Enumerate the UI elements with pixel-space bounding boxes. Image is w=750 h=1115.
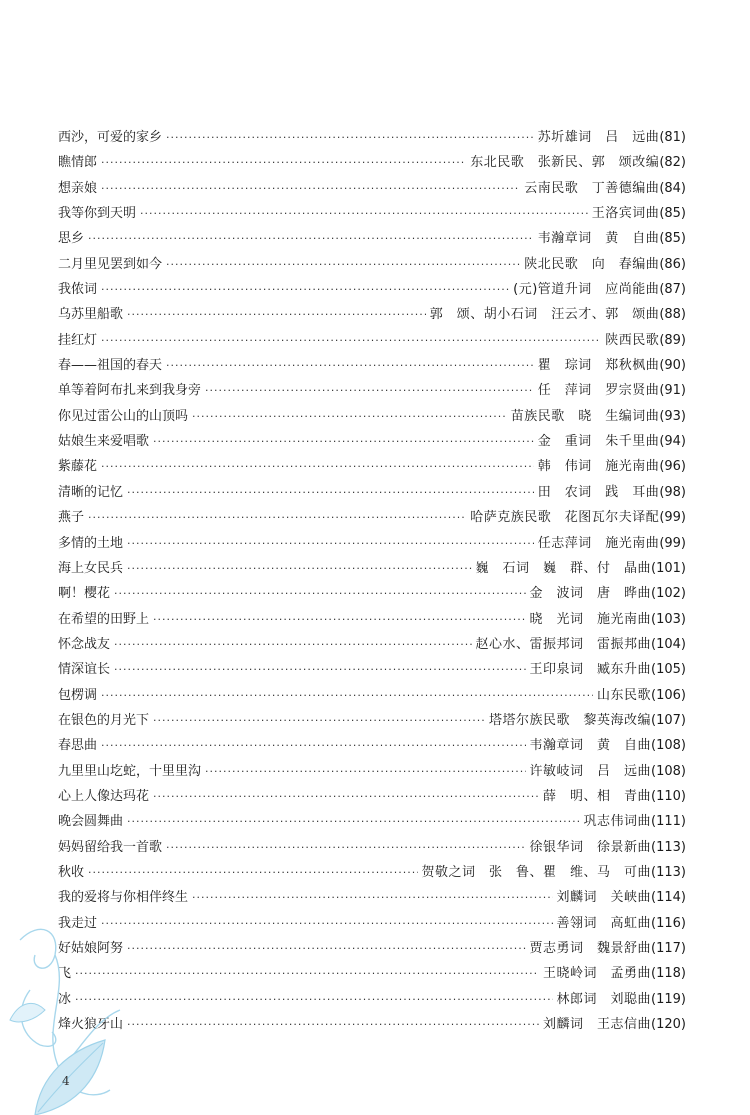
toc-entry-credit: 韦瀚章词 黄 自曲 [529, 738, 652, 754]
toc-dot-leader [166, 353, 534, 378]
toc-entry-credit: 赵心水、雷振邦词 雷振邦曲 [475, 636, 652, 652]
toc-entry-title: 我等你到天明 [58, 206, 137, 222]
toc-dot-leader [127, 556, 472, 581]
toc-entry-credit: 王印泉词 臧东升曲 [529, 662, 652, 678]
toc-entry-page: (84) [659, 180, 686, 196]
toc-entry-credit: 巍 石词 巍 群、付 晶曲 [475, 560, 652, 576]
page-number: 4 [62, 1074, 70, 1088]
toc-entry-page: (110) [651, 788, 686, 804]
toc-entry-title: 九里里山圪蛇，十里里沟 [58, 763, 202, 779]
toc-entry[interactable] [58, 404, 686, 429]
toc-entry-credit: 晓 光词 施光南曲 [529, 611, 652, 627]
toc-dot-leader [127, 1012, 539, 1037]
toc-entry-title: 包楞调 [58, 687, 98, 703]
toc-entry-page: (96) [659, 459, 686, 475]
toc-dot-leader [153, 429, 534, 454]
toc-entry-credit: 巩志伟词曲 [583, 814, 652, 830]
toc-dot-leader [101, 176, 520, 201]
toc-dot-leader [88, 505, 466, 530]
toc-dot-leader [166, 835, 526, 860]
toc-entry[interactable] [58, 302, 686, 327]
toc-dot-leader [101, 328, 601, 353]
toc-entry-title: 乌苏里船歌 [58, 307, 124, 323]
toc-entry-page: (105) [651, 662, 686, 678]
toc-entry-page: (98) [659, 484, 686, 500]
toc-entry-page: (116) [651, 915, 686, 931]
toc-dot-leader [153, 784, 539, 809]
toc-entry[interactable] [58, 125, 686, 150]
toc-entry-credit: 林郎词 刘聪曲 [556, 991, 652, 1007]
toc-entry-page: (88) [659, 307, 686, 323]
toc-entry-page: (119) [651, 991, 686, 1007]
toc-dot-leader [127, 302, 426, 327]
toc-entry[interactable] [58, 961, 686, 986]
toc-entry[interactable] [58, 987, 686, 1012]
toc-entry-credit: 刘麟词 关峡曲 [556, 890, 652, 906]
toc-entry[interactable] [58, 531, 686, 556]
toc-dot-leader [114, 581, 526, 606]
toc-entry-credit: 塔塔尔族民歌 黎英海改编 [489, 712, 652, 728]
toc-entry-page: (118) [651, 966, 686, 982]
toc-entry-credit: 山东民歌 [597, 687, 652, 703]
toc-entry-title: 冰 [58, 991, 72, 1007]
toc-entry-title: 怀念战友 [58, 636, 111, 652]
toc-entry-title: 在希望的田野上 [58, 611, 150, 627]
toc-entry-page: (93) [659, 408, 686, 424]
toc-entry-page: (103) [651, 611, 686, 627]
toc-dot-leader [75, 961, 539, 986]
toc-entry[interactable] [58, 1012, 686, 1037]
toc-entry-credit: 苗族民歌 晓 生编词曲 [510, 408, 660, 424]
toc-dot-leader [101, 683, 593, 708]
toc-dot-leader [127, 809, 580, 834]
toc-entry[interactable] [58, 860, 686, 885]
toc-entry-title: 多情的土地 [58, 535, 124, 551]
table-of-contents [58, 125, 686, 1037]
toc-entry[interactable] [58, 378, 686, 403]
toc-entry-page: (81) [659, 130, 686, 145]
toc-entry-title: 瞧情郎 [58, 155, 98, 171]
toc-entry-title: 啊！樱花 [58, 586, 111, 602]
toc-entry-credit: 田 农词 践 耳曲 [537, 484, 660, 500]
toc-entry-title: 二月里见罢到如今 [58, 256, 163, 272]
toc-entry-credit: 东北民歌 张新民、郭 颂改编 [470, 155, 660, 171]
toc-entry[interactable] [58, 556, 686, 581]
toc-entry-page: (99) [659, 535, 686, 551]
toc-entry[interactable] [58, 632, 686, 657]
toc-entry-title: 挂红灯 [58, 332, 98, 348]
toc-entry[interactable] [58, 454, 686, 479]
toc-entry[interactable] [58, 885, 686, 910]
toc-entry-page: (85) [659, 206, 686, 222]
toc-entry-title: 我侬词 [58, 282, 98, 298]
toc-entry-page: (94) [659, 434, 686, 450]
toc-entry[interactable] [58, 353, 686, 378]
toc-entry-credit: 苏圻雄词 吕 远曲 [537, 130, 660, 145]
toc-entry-credit: 金 重词 朱千里曲 [537, 434, 660, 450]
toc-entry-title: 西沙，可爱的家乡 [58, 130, 163, 145]
toc-entry-title: 姑娘生来爱唱歌 [58, 434, 150, 450]
toc-entry[interactable] [58, 480, 686, 505]
toc-entry-page: (101) [651, 560, 686, 576]
toc-entry[interactable] [58, 150, 686, 175]
toc-entry-credit: 善翎词 高虹曲 [556, 915, 652, 931]
toc-dot-leader [101, 911, 553, 936]
toc-entry-page: (120) [651, 1017, 686, 1033]
toc-dot-leader [75, 987, 553, 1012]
toc-entry-page: (87) [659, 282, 686, 298]
toc-dot-leader [166, 252, 520, 277]
toc-entry-title: 妈妈留给我一首歌 [58, 839, 163, 855]
toc-entry-title: 思乡 [58, 231, 85, 247]
toc-entry-title: 你见过雷公山的山顶吗 [58, 408, 189, 424]
toc-entry[interactable] [58, 328, 686, 353]
toc-entry-title: 我的爱将与你相伴终生 [58, 890, 189, 906]
toc-entry-title: 烽火狼牙山 [58, 1017, 124, 1033]
toc-entry-title: 紫藤花 [58, 459, 98, 475]
toc-entry-page: (106) [651, 687, 686, 703]
toc-entry-credit: 郭 颂、胡小石词 汪云才、郭 颂曲 [429, 307, 660, 323]
toc-entry-title: 情深谊长 [58, 662, 111, 678]
toc-entry-page: (85) [659, 231, 686, 247]
toc-entry-title: 清晰的记忆 [58, 484, 124, 500]
toc-entry-credit: 云南民歌 丁善德编曲 [524, 180, 660, 196]
toc-entry-page: (91) [659, 383, 686, 399]
blue-leaf-swirl-icon [0, 900, 140, 1115]
toc-dot-leader [153, 607, 526, 632]
toc-entry-credit: 韦瀚章词 黄 自曲 [537, 231, 660, 247]
toc-entry-credit: 陕北民歌 向 春编曲 [524, 256, 660, 272]
toc-entry-page: (86) [659, 256, 686, 272]
toc-entry-page: (107) [651, 712, 686, 728]
toc-entry-credit: 任志萍词 施光南曲 [537, 535, 660, 551]
toc-entry-title: 春思曲 [58, 738, 98, 754]
toc-entry-credit: 王晓岭词 孟勇曲 [543, 966, 652, 982]
toc-entry-page: (113) [651, 864, 686, 880]
toc-entry[interactable] [58, 201, 686, 226]
toc-entry[interactable] [58, 759, 686, 784]
toc-entry-title: 心上人像达玛花 [58, 788, 150, 804]
toc-dot-leader [192, 885, 553, 910]
toc-entry[interactable] [58, 277, 686, 302]
toc-entry-page: (111) [651, 814, 686, 830]
toc-entry[interactable] [58, 683, 686, 708]
toc-entry-credit: 瞿 琮词 郑秋枫曲 [537, 358, 660, 374]
toc-dot-leader [114, 657, 526, 682]
toc-entry[interactable] [58, 835, 686, 860]
toc-dot-leader [101, 733, 526, 758]
toc-entry-page: (89) [659, 332, 686, 348]
toc-entry[interactable] [58, 252, 686, 277]
toc-entry-credit: 陕西民歌 [605, 332, 660, 348]
toc-dot-leader [140, 201, 588, 226]
toc-entry-page: (104) [651, 636, 686, 652]
toc-dot-leader [127, 936, 526, 961]
toc-entry-credit: 王洛宾词曲 [591, 206, 660, 222]
toc-entry[interactable] [58, 784, 686, 809]
toc-entry[interactable] [58, 505, 686, 530]
toc-entry[interactable] [58, 809, 686, 834]
toc-entry-page: (108) [651, 763, 686, 779]
toc-entry[interactable] [58, 657, 686, 682]
toc-entry-title: 我走过 [58, 915, 98, 931]
toc-entry[interactable] [58, 733, 686, 758]
toc-entry-title: 秋收 [58, 864, 85, 880]
toc-entry-credit: 刘麟词 王志信曲 [543, 1017, 652, 1033]
toc-entry-credit: 贺敬之词 张 鲁、瞿 维、马 可曲 [421, 864, 652, 880]
toc-entry-credit: 贾志勇词 魏景舒曲 [529, 941, 652, 956]
toc-entry[interactable] [58, 429, 686, 454]
toc-entry-credit: 薛 明、相 青曲 [543, 788, 652, 804]
toc-dot-leader [101, 454, 534, 479]
toc-entry-credit: 金 波词 唐 晔曲 [529, 586, 652, 602]
toc-entry-title: 晚会圆舞曲 [58, 814, 124, 830]
toc-dot-leader [205, 378, 534, 403]
toc-entry-credit: 许敏岐词 吕 远曲 [529, 763, 652, 779]
toc-dot-leader [88, 226, 534, 251]
toc-entry-page: (114) [651, 890, 686, 906]
toc-dot-leader [153, 708, 485, 733]
toc-entry[interactable] [58, 708, 686, 733]
toc-entry[interactable] [58, 936, 686, 961]
toc-dot-leader [114, 632, 472, 657]
toc-entry-title: 在银色的月光下 [58, 712, 150, 728]
toc-dot-leader [127, 480, 534, 505]
toc-dot-leader [166, 125, 534, 150]
toc-dot-leader [101, 150, 466, 175]
toc-entry-page: (108) [651, 738, 686, 754]
toc-entry[interactable] [58, 607, 686, 632]
toc-entry-page: (117) [651, 941, 686, 956]
toc-entry-page: (102) [651, 586, 686, 602]
toc-dot-leader [88, 860, 418, 885]
toc-dot-leader [127, 531, 534, 556]
toc-entry-credit: 任 萍词 罗宗贤曲 [537, 383, 660, 399]
toc-entry-page: (113) [651, 839, 686, 855]
toc-entry[interactable] [58, 581, 686, 606]
toc-entry-credit: 韩 伟词 施光南曲 [537, 459, 660, 475]
toc-entry-page: (90) [659, 358, 686, 374]
toc-entry-title: 想亲娘 [58, 180, 98, 196]
toc-entry[interactable] [58, 226, 686, 251]
toc-entry-page: (99) [659, 510, 686, 526]
toc-dot-leader [205, 759, 526, 784]
toc-entry-credit: 徐银华词 徐景新曲 [529, 839, 652, 855]
toc-entry-title: 春——祖国的春天 [58, 358, 163, 374]
toc-entry-title: 飞 [58, 966, 72, 982]
toc-entry[interactable] [58, 176, 686, 201]
toc-dot-leader [101, 277, 509, 302]
toc-entry-title: 燕子 [58, 510, 85, 526]
toc-entry-credit: 哈萨克族民歌 花图瓦尔夫译配 [470, 510, 660, 526]
toc-entry[interactable] [58, 911, 686, 936]
toc-entry-credit: (元)管道升词 应尚能曲 [513, 282, 660, 298]
toc-entry-page: (82) [659, 155, 686, 171]
toc-entry-title: 单等着阿布扎来到我身旁 [58, 383, 202, 399]
toc-dot-leader [192, 404, 507, 429]
toc-entry-title: 好姑娘阿努 [58, 941, 124, 956]
toc-entry-title: 海上女民兵 [58, 560, 124, 576]
